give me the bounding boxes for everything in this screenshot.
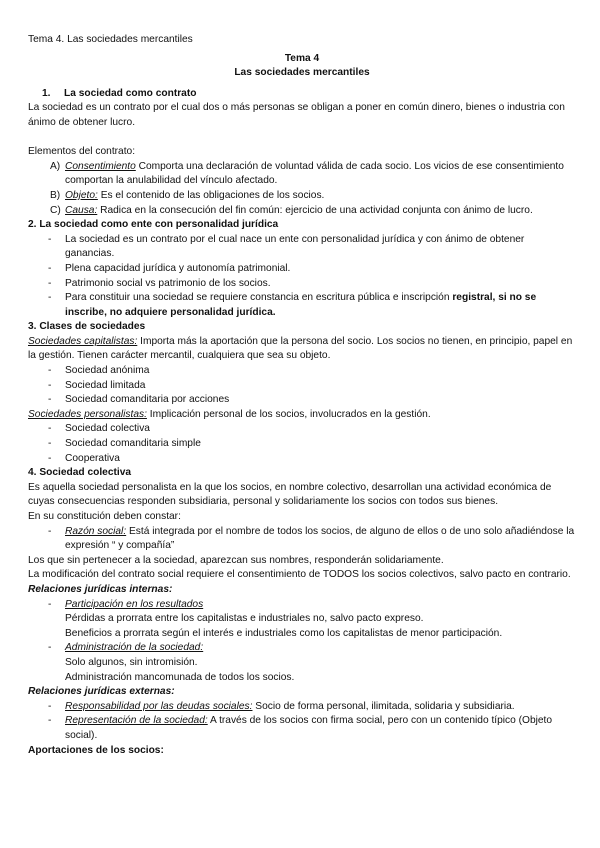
bullet-dash: - — [48, 365, 52, 377]
representacion-term: Representación de la sociedad: — [65, 715, 208, 727]
element-item — [28, 160, 576, 189]
administracion-term: Administración de la sociedad: — [65, 642, 204, 654]
bold-emphasis: registral, si no se inscribe, no adquiere personalidad jurídica. — [65, 292, 537, 318]
sub-line: Solo algunos, sin intromisión. — [65, 656, 198, 668]
aportaciones-heading: Aportaciones de los socios: — [28, 744, 164, 756]
section-1-paragraph: La sociedad es un contrato por el cual dos o más personas se obligan a poner en común dinero, bienes o industria con ánimo de obtener lucro. — [28, 102, 565, 128]
list-item — [28, 641, 576, 656]
paragraph: Los que sin pertenecer a la sociedad, aparezcan sus nombres, responderán solidariamente. — [28, 554, 444, 566]
bullet-dash: - — [48, 292, 52, 304]
section-3-heading: 3. Clases de sociedades — [28, 321, 146, 333]
paragraph: La modificación del contrato social requiere el consentimiento de TODOS los socios colectivos, salvo pacto en contrario. — [28, 569, 571, 581]
section-1-title: La sociedad como contrato — [64, 87, 197, 99]
list-item: - Sociedad colectiva — [28, 422, 576, 437]
element-text: Radica en la consecución del fin común: ejercicio de una actividad conjunta con ánimo de lucro. — [97, 204, 533, 216]
title-line-1: Tema 4 — [284, 52, 320, 64]
list-item: - Responsabilidad por las deudas sociales: Socio de forma personal, ilimitada, solidaria y subsidiaria. — [28, 700, 576, 715]
bullet-dash: - — [48, 715, 52, 727]
list-item: - Sociedad limitada — [28, 379, 576, 394]
bullet-dash: - — [48, 379, 52, 391]
list-item: - Para constituir una sociedad se requiere constancia en escritura pública e inscripción registral, si no se inscribe, no adquiere personalidad jurídica. — [28, 291, 576, 320]
list-item: - La sociedad es un contrato por el cual nace un ente con personalidad jurídica y con ánimo de obtener ganancias. — [28, 233, 576, 262]
bullet-dash: - — [48, 262, 52, 274]
bullet-dash: - — [48, 233, 52, 245]
list-item: - Razón social: Está integrada por el nombre de todos los socios, de alguno de ellos o de uno solo añadiéndose la expresión “ y compañía” — [28, 525, 576, 554]
bullet-dash: - — [48, 700, 52, 712]
sub-line: Beneficios a prorrata según el interés e industriales como los capitalistas de menor participación. — [65, 627, 503, 639]
section-1-heading — [28, 87, 576, 102]
list-item: - Sociedad comanditaria por acciones — [28, 393, 576, 408]
personalistas-paragraph: Sociedades personalistas: Implicación personal de los socios, involucrados en la gestión. — [28, 408, 431, 420]
element-term: Causa: — [65, 204, 98, 216]
capitalistas-term: Sociedades capitalistas: — [28, 335, 138, 347]
sub-line: Administración mancomunada de todos los socios. — [65, 671, 295, 683]
element-text: Comporta una declaración de voluntad válida de cada socio. Los vicios de ese consentimiento comportan la anulabilidad del vínculo afectado. — [65, 160, 564, 187]
element-text: Es el contenido de las obligaciones de los socios. — [97, 189, 325, 201]
section-4-heading: 4. Sociedad colectiva — [28, 467, 132, 479]
title-line-2: Las sociedades mercantiles — [234, 67, 370, 79]
element-letter: A) — [50, 160, 61, 172]
responsabilidad-term: Responsabilidad por las deudas sociales: — [65, 700, 253, 712]
element-letter: C) — [50, 204, 61, 216]
element-item — [28, 204, 576, 219]
bullet-dash: - — [48, 598, 52, 610]
participacion-term: Participación en los resultados — [65, 598, 204, 610]
bullet-dash: - — [48, 394, 52, 406]
razon-social-term: Razón social: — [65, 525, 127, 537]
element-item — [28, 189, 576, 204]
page-header: Tema 4. Las sociedades mercantiles — [28, 34, 193, 45]
list-item — [28, 598, 576, 613]
list-item: - Cooperativa — [28, 452, 576, 467]
section-4-paragraph: Es aquella sociedad personalista en la que los socios, en nombre colectivo, desarrollan una actividad económica de cuyas consecuencias responden subsidiaria, personal y solidariamente los socios con todos sus bienes. — [28, 481, 552, 508]
element-term: Consentimiento — [65, 160, 136, 172]
section-2-heading: 2. La sociedad como ente con personalidad jurídica — [28, 219, 279, 231]
elements-intro: Elementos del contrato: — [28, 146, 136, 158]
list-item: - Representación de la sociedad: A través de los socios con firma social, pero con un contenido típico (Objeto social). — [28, 714, 576, 743]
constitution-intro: En su constitución deben constar: — [28, 511, 181, 522]
bullet-dash: - — [48, 438, 52, 450]
list-item: - Sociedad anónima — [28, 364, 576, 379]
list-item: - Patrimonio social vs patrimonio de los socios. — [28, 277, 576, 292]
bullet-dash: - — [48, 525, 52, 537]
bullet-dash: - — [48, 452, 52, 464]
element-letter: B) — [50, 189, 61, 201]
externas-heading: Relaciones jurídicas externas: — [28, 686, 175, 698]
list-item: - Plena capacidad jurídica y autonomía patrimonial. — [28, 262, 576, 277]
bullet-dash: - — [48, 277, 52, 289]
bullet-dash: - — [48, 423, 52, 435]
document-page — [28, 33, 576, 758]
capitalistas-paragraph: Sociedades capitalistas: Importa más la aportación que la persona del socio. Los socios no tienen, en principio, papel en la gestión. Tienen carácter mercantil, cualquiera que sea su objeto. — [28, 335, 573, 362]
bullet-dash: - — [48, 642, 52, 654]
internas-heading: Relaciones jurídicas internas: — [28, 583, 173, 595]
section-1-number: 1. — [42, 87, 51, 99]
sub-line: Pérdidas a prorrata entre los capitalistas e industriales no, salvo pacto expreso. — [65, 613, 424, 625]
element-term: Objeto: — [65, 189, 98, 201]
list-item: - Sociedad comanditaria simple — [28, 437, 576, 452]
personalistas-term: Sociedades personalistas: — [28, 408, 147, 420]
